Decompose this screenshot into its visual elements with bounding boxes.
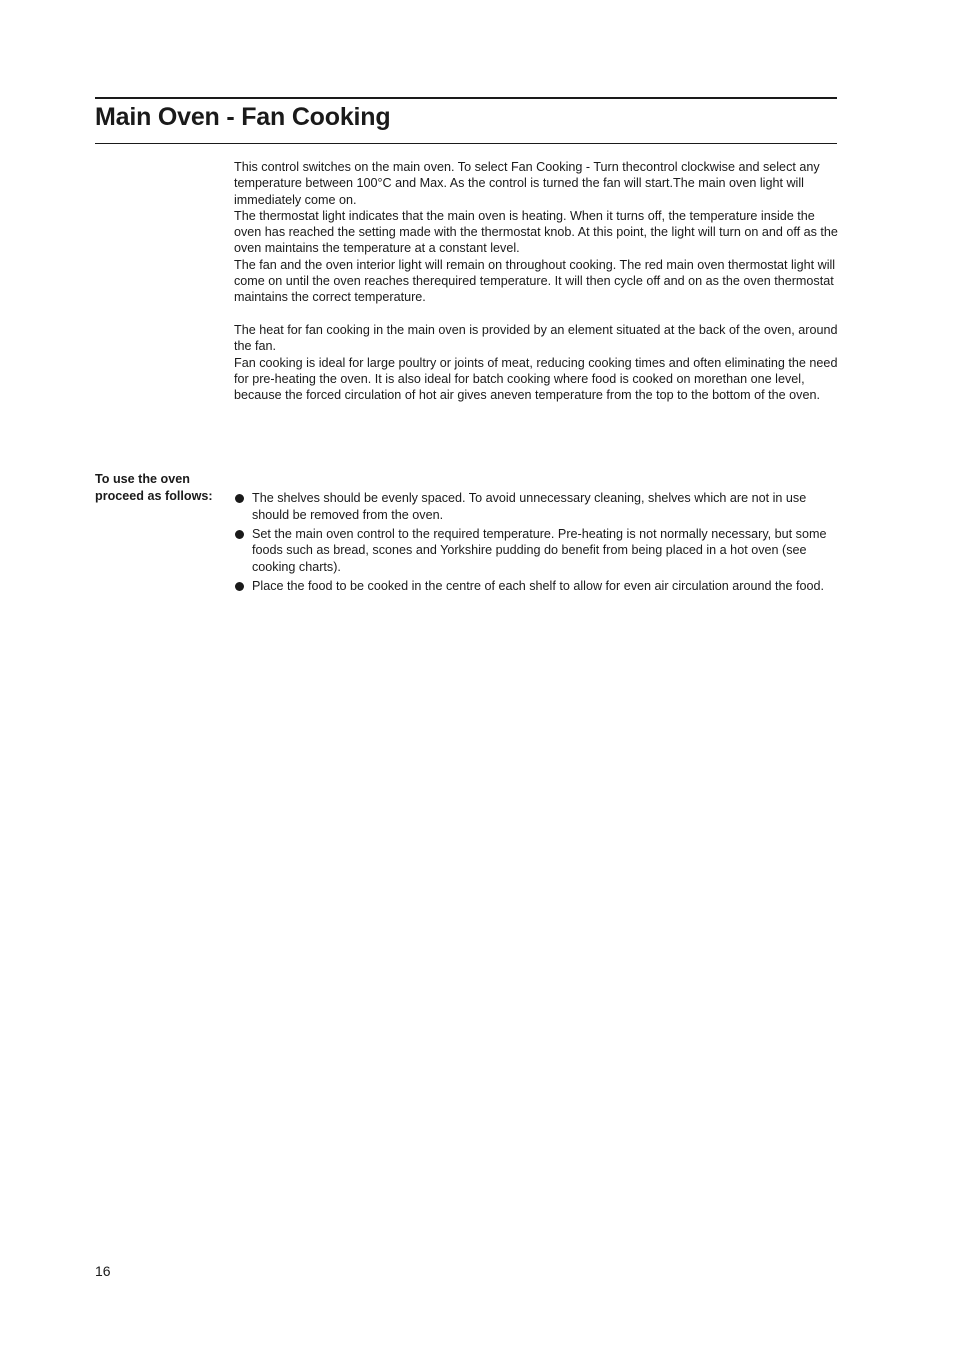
instructions-label-line: proceed as follows: — [95, 489, 213, 503]
list-item — [234, 526, 834, 576]
page-title: Main Oven - Fan Cooking — [95, 103, 391, 131]
intro-paragraph: The fan and the oven interior light will remain on throughout cooking. The red main oven thermostat light will come on until the oven reaches therequired temperature. It will then cycle off and on as the oven thermostat maintains the correct temperature. — [234, 257, 836, 305]
instructions-label-line: To use the oven — [95, 472, 190, 486]
title-underline — [95, 143, 837, 144]
intro-paragraph: Fan cooking is ideal for large poultry or joints of meat, reducing cooking times and often eliminating the need for pre-heating the oven. It is also ideal for batch cooking where food is cooked on morethan one level, because the forced circulation of hot air gives aneven temperature from the top to the bottom of the oven. — [234, 355, 838, 403]
instructions-list — [234, 490, 834, 597]
list-item-text: The shelves should be evenly spaced. To avoid unnecessary cleaning, shelves which are not in use should be removed from the oven. — [252, 491, 807, 522]
list-item-text: Set the main oven control to the required temperature. Pre-heating is not normally necessary, but some foods such as bread, scones and Yorkshire pudding do benefit from being placed in a hot oven (see cooking charts). — [252, 526, 827, 574]
list-item — [234, 490, 834, 523]
bullet-icon — [235, 582, 244, 591]
page-number: 16 — [95, 1263, 111, 1279]
instructions-label — [95, 471, 235, 505]
intro-text — [234, 159, 840, 403]
bullet-icon — [235, 494, 244, 503]
list-item — [234, 578, 834, 595]
bullet-icon — [235, 530, 244, 539]
intro-paragraph: The thermostat light indicates that the main oven is heating. When it turns off, the temperature inside the oven has reached the setting made with the thermostat knob. At this point, the light will turn on and off as the oven maintains the temperature at a constant level. — [234, 208, 838, 256]
top-rule — [95, 97, 837, 99]
list-item-text: Place the food to be cooked in the centre of each shelf to allow for even air circulation around the food. — [252, 578, 824, 593]
intro-paragraph: The heat for fan cooking in the main oven is provided by an element situated at the back of the oven, around the fan. — [234, 322, 838, 354]
intro-paragraph: This control switches on the main oven. To select Fan Cooking - Turn thecontrol clockwise and select any temperature between 100°C and Max. As the control is turned the fan will start.The main oven light will immediately come on. — [234, 160, 820, 207]
